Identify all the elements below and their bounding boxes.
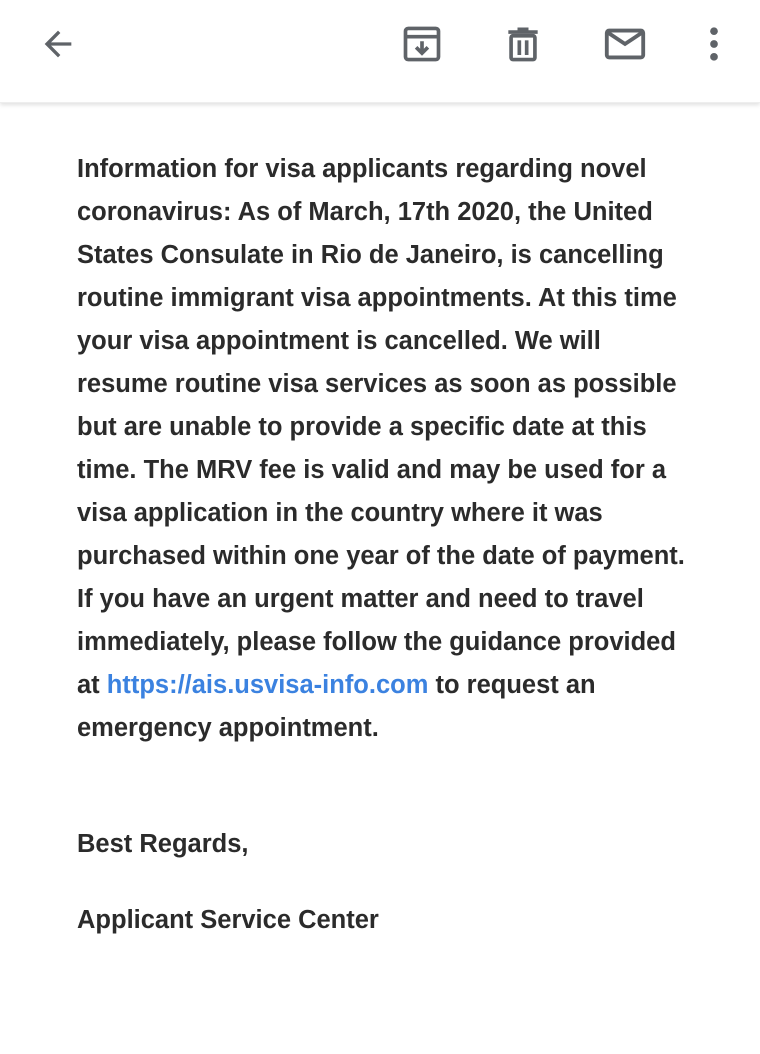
body-text-after-link: to request an emergency appointment. (77, 671, 596, 742)
mark-unread-button[interactable] (599, 18, 651, 70)
trash-icon (501, 22, 545, 66)
envelope-icon (602, 21, 648, 67)
back-button[interactable] (32, 18, 84, 70)
archive-button[interactable] (396, 18, 448, 70)
usvisa-info-link[interactable]: https://ais.usvisa-info.com (106, 671, 429, 699)
top-app-bar (0, 0, 760, 103)
archive-icon (400, 22, 444, 66)
message-body (77, 148, 687, 750)
more-vert-icon (692, 22, 736, 66)
arrow-left-icon (38, 24, 78, 64)
delete-button[interactable] (497, 18, 549, 70)
body-text-before-link: Information for visa applicants regarding novel coronavirus: As of March, 17th 2020, the United States Consulate in Rio de Janeiro, is cancelling routine immigrant visa appointments. At this time your visa appointment is cancelled. We will resume routine visa services as soon as possible but are unable to provide a specific date at this time. The MRV fee is valid and may be used for a visa application in the country where it was purchased within one year of the date of payment. If you have an urgent matter and need to travel immediately, please follow the guidance provided at (77, 155, 685, 699)
signature-line: Applicant Service Center (77, 906, 379, 934)
more-options-button[interactable] (688, 18, 740, 70)
closing-line: Best Regards, (77, 830, 249, 858)
message-paragraph (77, 148, 687, 750)
